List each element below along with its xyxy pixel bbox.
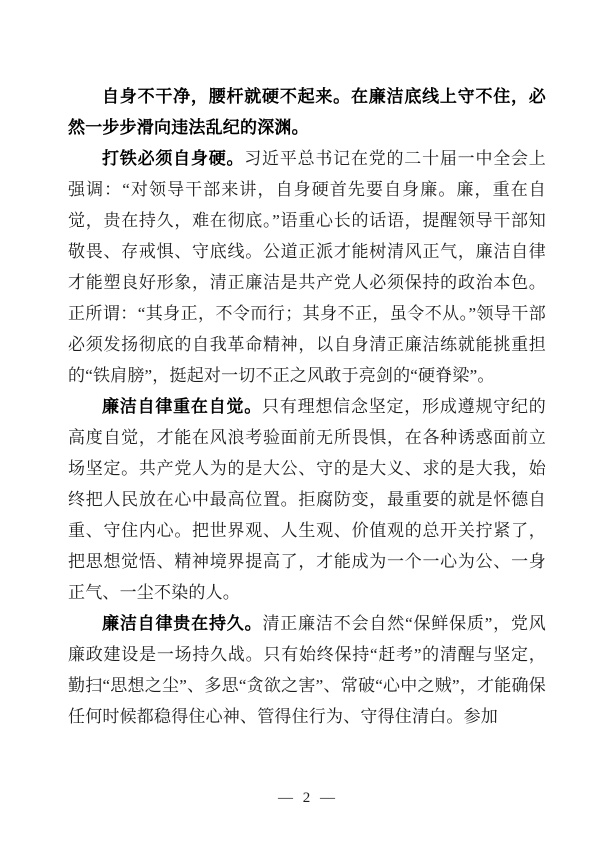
paragraph-self-discipline-persistence-text: 清正廉洁不会自然“保鲜保质”，党风廉政建设是一场持久战。只有始终保持“赶考”的清醒与坚定，勤扫“思想之尘”、多思“贪欲之害”、常破“心中之贼”，才能确保任何时候都稳得住心神、管得住行为、守得住清白。参加	[68, 614, 546, 726]
paragraph-self-hardness	[68, 143, 546, 391]
paragraph-self-hardness-lead: 打铁必须自身硬。	[102, 149, 245, 168]
paragraph-self-discipline-persistence-lead: 廉洁自律贵在持久。	[102, 614, 263, 633]
paragraph-self-discipline-persistence	[68, 608, 546, 732]
paragraph-self-discipline-awareness	[68, 391, 546, 608]
page-number: — 2 —	[278, 790, 338, 806]
paragraph-intro-text: 自身不干净，腰杆就硬不起来。在廉洁底线上守不住，必然一步步滑向违法乱纪的深渊。	[68, 87, 546, 137]
paragraph-self-discipline-awareness-lead: 廉洁自律重在自觉。	[102, 397, 263, 416]
paragraph-intro	[68, 81, 546, 143]
paragraph-self-discipline-awareness-text: 只有理想信念坚定，形成遵规守纪的高度自觉，才能在风浪考验面前无所畏惧，在各种诱惑面前立场坚定。共产党人为的是大公、守的是大义、求的是大我，始终把人民放在心中最高位置。拒腐防变，最重要的就是怀德自重、守住内心。把世界观、人生观、价值观的总开关拧紧了，把思想觉悟、精神境界提高了，才能成为一个一心为公、一身正气、一尘不染的人。	[68, 397, 546, 602]
document-body	[68, 81, 546, 732]
paragraph-self-hardness-text: 习近平总书记在党的二十届一中全会上强调：“对领导干部来讲，自身硬首先要自身廉。廉，重在自觉，贵在持久，难在彻底。”语重心长的话语，提醒领导干部知敬畏、存戒惧、守底线。公道正派才能树清风正气，廉洁自律才能塑良好形象，清正廉洁是共产党人必须保持的政治本色。正所谓：“其身正，不令而行；其身不正，虽令不从。”领导干部必须发扬彻底的自我革命精神，以自身清正廉洁练就能挑重担的“铁肩膀”，挺起对一切不正之风敢于亮剑的“硬脊梁”。	[68, 149, 546, 385]
